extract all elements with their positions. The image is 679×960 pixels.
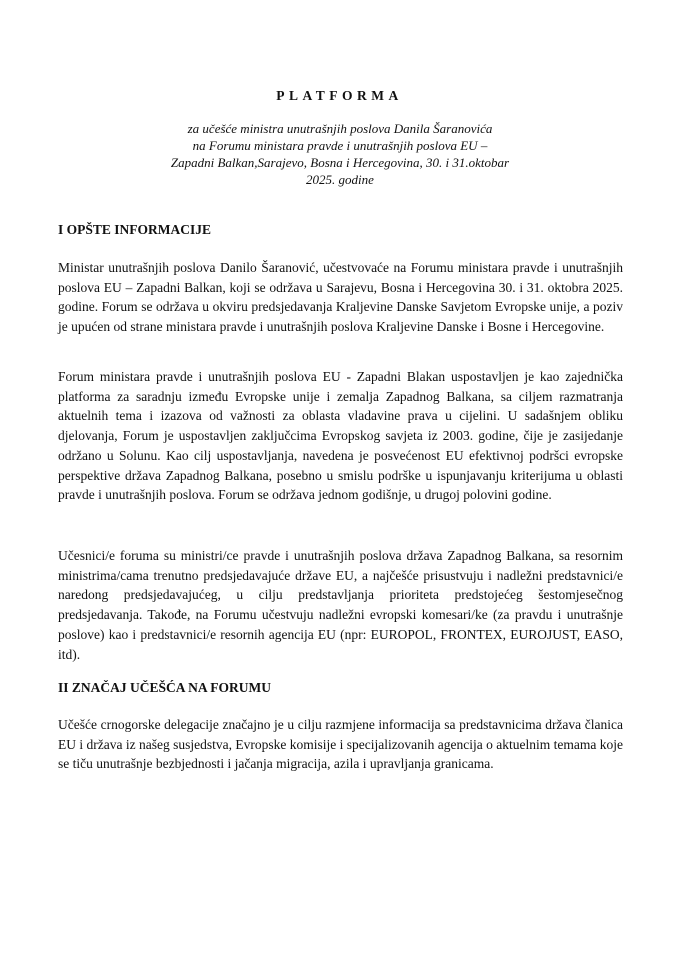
subtitle-line: 2025. godine	[306, 172, 374, 187]
section-heading-general-info: I OPŠTE INFORMACIJE	[58, 222, 212, 237]
subtitle-line: Zapadni Balkan,Sarajevo, Bosna i Hercegovina, 30. i 31.oktobar	[170, 155, 510, 170]
document-title: PLATFORMA	[276, 88, 403, 103]
paragraph-general-info-2: Forum ministara pravde i unutrašnjih poslova EU - Zapadni Blakan uspostavljen je kao zajednička platforma za saradnju između Evropske unije i zemalja Zapadnog Balkana, sa ciljem razmatranja aktuelnih tema i izazova od važnosti za oblasta vladavine prava u cijelini. U sadašnjem obliku djelovanja, Forum je uspostavljen zaključcima Evropskog savjeta iz 2003. godine, čije je zasijedanje održano u Solunu. Kao cilj uspostavljanja, navedena je posvećenost EU efektivnoj podršci evropske perspektive država Zapadnog Balkana, posebno u smislu podrške u ispunjavanju kriterijuma u oblasti pravde i unutrašnjih poslova. Forum se održava jednom godišnje, u drugoj polovini godine.	[58, 369, 623, 503]
subtitle-line: na Forumu ministara pravde i unutrašnjih poslova EU –	[192, 138, 488, 153]
section-heading-significance: II ZNAČAJ UČEŠĆA NA FORUMU	[58, 680, 272, 695]
paragraph-general-info-3: Učesnici/e foruma su ministri/ce pravde i unutrašnjih poslova država Zapadnog Balkana, sa resornim ministrima/cama trenutno predsjedavajuće države EU, a najčešće prisustvuju i nadležni predstavnici/e naredong predsjedavajućeg, u cilju predstavljanja prioriteta predstojećeg šestomjesečnog predsjedavanja. Takođe, na Forumu učestvuju nadležni evropski komesari/ke (za pravdu i unutrašnje poslove) kao i predstavnici/e resornih agencija EU (npr: EUROPOL, FRONTEX, EUROJUST, EASO, itd).	[58, 548, 623, 662]
paragraph-significance-1: Učešće crnogorske delegacije značajno je u cilju razmjene informacija sa predstavnicima država članica EU i država iz našeg susjedstva, Evropske komisije i specijalizovanih agencija o aktuelnim temama koje se tiču unutrašnje bezbjednosti i jačanja migracija, azila i upravljanja granicama.	[58, 717, 623, 772]
subtitle-line: za učešće ministra unutrašnjih poslova Danila Šaranovića	[187, 121, 493, 136]
document-subtitle	[120, 120, 560, 188]
paragraph-general-info-1: Ministar unutrašnjih poslova Danilo Šaranović, učestvovaće na Forumu ministara pravde i unutrašnjih poslova EU – Zapadni Balkan, koji se održava u Sarajevu, Bosna i Hercegovina 30. i 31. oktobra 2025. godine. Forum se održava u okviru predsjedavanja Kraljevine Danske Savjetom Evropske unije, a poziv je upućen od strane ministara pravde i unutrašnjih poslova Kraljevine Danske i Bosne i Hercegovine.	[58, 260, 623, 335]
